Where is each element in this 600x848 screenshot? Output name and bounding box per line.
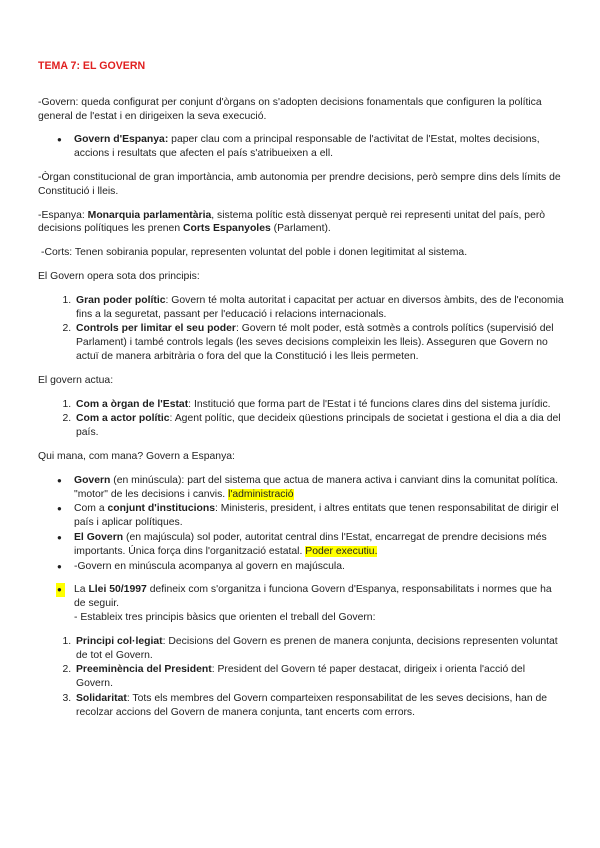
bold-term: Controls per limitar el seu poder <box>76 323 236 335</box>
item-text: : Decisions del Govern es prenen de manera conjunta, decisions representen voluntat de tot el Govern. <box>76 635 558 661</box>
paragraph-govern-definition: -Govern: queda configurat per conjunt d'òrgans on s'adopten decisions fonamentals que configuren la política general de l'estat i en dirigeixen la seva execució. <box>38 96 542 122</box>
bullet-conjunt-institucions <box>74 502 564 530</box>
bullet-govern-minuscula <box>74 474 564 502</box>
text-run: (Parlament). <box>270 223 331 235</box>
list-item <box>74 294 564 322</box>
bullet-text: (en majúscula) sol poder, autoritat central dins l'Estat, encarregat de prendre decisions més importants. Única força dins l'organització estatal. <box>74 531 547 557</box>
item-text: : Govern té molt poder, està sotmès a controls polítics (supervisió del Parlament) i també controls legals (les seves decisions compleixin les lleis). Asseguren que Govern no actuï de manera arbitrària o fora del que la Constitució i les lleis permeten. <box>76 323 554 362</box>
bullet-govern-espanya <box>74 133 564 161</box>
list-item <box>74 412 564 440</box>
paragraph-organ: -Òrgan constitucional de gran importància, amb autonomia per prendre decisions, però sempre dins dels límits de Constitució i lleis. <box>38 171 561 197</box>
bold-term: Com a actor polític <box>76 413 170 425</box>
list-item <box>74 322 564 363</box>
bold-term: Preeminència del President <box>76 664 212 676</box>
bold-term: Com a òrgan de l'Estat <box>76 398 189 410</box>
numbered-list-principis-llei <box>38 635 564 720</box>
bold-term: Llei 50/1997 <box>88 584 147 596</box>
item-text: : President del Govern té paper destacat, dirigeix i orienta l'acció del Govern. <box>76 664 526 690</box>
numbered-list-principis <box>38 294 564 364</box>
bullet-text: (en minúscula): part del sistema que actua de manera activa i canviant dins la comunitat política. "motor" de les decisions i canvis. <box>74 474 558 500</box>
numbered-list-actua <box>38 398 564 440</box>
list-item <box>74 398 564 412</box>
bold-term: Govern <box>74 474 111 486</box>
text-run: Com a <box>74 503 108 515</box>
bullet-text: paper clau com a principal responsable de l'activitat de l'Estat, moltes decisions, accions i resultats que afecten el país s'atribueixen a ell. <box>74 134 540 160</box>
bullet-subtext: - Estableix tres principis bàsics que orienten el treball del Govern: <box>74 611 376 623</box>
bullet-govern-acompanya <box>74 560 564 574</box>
bullet-list-espanya <box>38 133 564 161</box>
document-page <box>38 60 564 729</box>
bold-term: Gran poder polític <box>76 294 166 306</box>
bold-term: Principi col·legiat <box>76 635 163 647</box>
bold-term: conjunt d'institucions <box>107 503 216 515</box>
bullet-text: defineix com s'organitza i funciona Govern d'Espanya, responsabilitats i normes que ha de seguir. <box>74 584 552 610</box>
list-item <box>74 663 564 691</box>
item-text: : Institució que forma part de l'Estat i té funcions clares dins del sistema jurídic. <box>188 398 551 410</box>
paragraph-corts: -Corts: Tenen sobirania popular, representen voluntat del poble i donen legitimitat al sistema. <box>41 247 468 259</box>
text-run: , sistema polític està dissenyat perquè rei representi unitat del país, però decisions polítiques les prenen <box>38 209 546 235</box>
bold-term: El Govern <box>74 531 124 543</box>
list-item <box>74 635 564 663</box>
highlight-administracio: l'administració <box>228 488 294 500</box>
bold-term: Govern d'Espanya: <box>74 134 169 146</box>
list-item <box>74 692 564 720</box>
bullet-text: -Govern en minúscula acompanya al govern en majúscula. <box>74 560 345 572</box>
paragraph-qui-mana: Qui mana, com mana? Govern a Espanya: <box>38 450 235 462</box>
bullet-list-govern <box>38 474 564 574</box>
bullet-govern-majuscula <box>74 531 564 559</box>
page-title: TEMA 7: EL GOVERN <box>38 60 146 72</box>
text-run: -Espanya: <box>38 209 88 221</box>
item-text: : Agent polític, que decideix qüestions principals de societat i gestiona el dia a dia del país. <box>76 413 561 439</box>
bullet-text: : Ministeris, president, i altres entitats que tenen responsabilitat de dirigir el país i aplicar polítiques. <box>74 503 559 529</box>
text-run: La <box>74 584 89 596</box>
paragraph-espanya <box>38 209 564 237</box>
paragraph-opera: El Govern opera sota dos principis: <box>38 270 200 282</box>
bullet-list-llei <box>38 583 564 624</box>
item-text: : Tots els membres del Govern comparteixen responsabilitat de les seves decisions, han de recolzar accions del Govern de manera conjunta, tant encerts com errors. <box>76 692 548 718</box>
bold-term: Solidaritat <box>76 692 127 704</box>
paragraph-actua: El govern actua: <box>38 374 114 386</box>
bold-term: Corts Espanyoles <box>182 223 271 235</box>
item-text: : Govern té molta autoritat i capacitat per actuar en diversos àmbits, des de l'economia fins a la seguretat, passant per l'educació i relacions internacionals. <box>76 294 564 320</box>
bullet-llei-50-1997 <box>74 583 564 624</box>
bold-term: Monarquia parlamentària <box>87 209 212 221</box>
highlight-poder-executiu: Poder executiu. <box>305 545 378 557</box>
